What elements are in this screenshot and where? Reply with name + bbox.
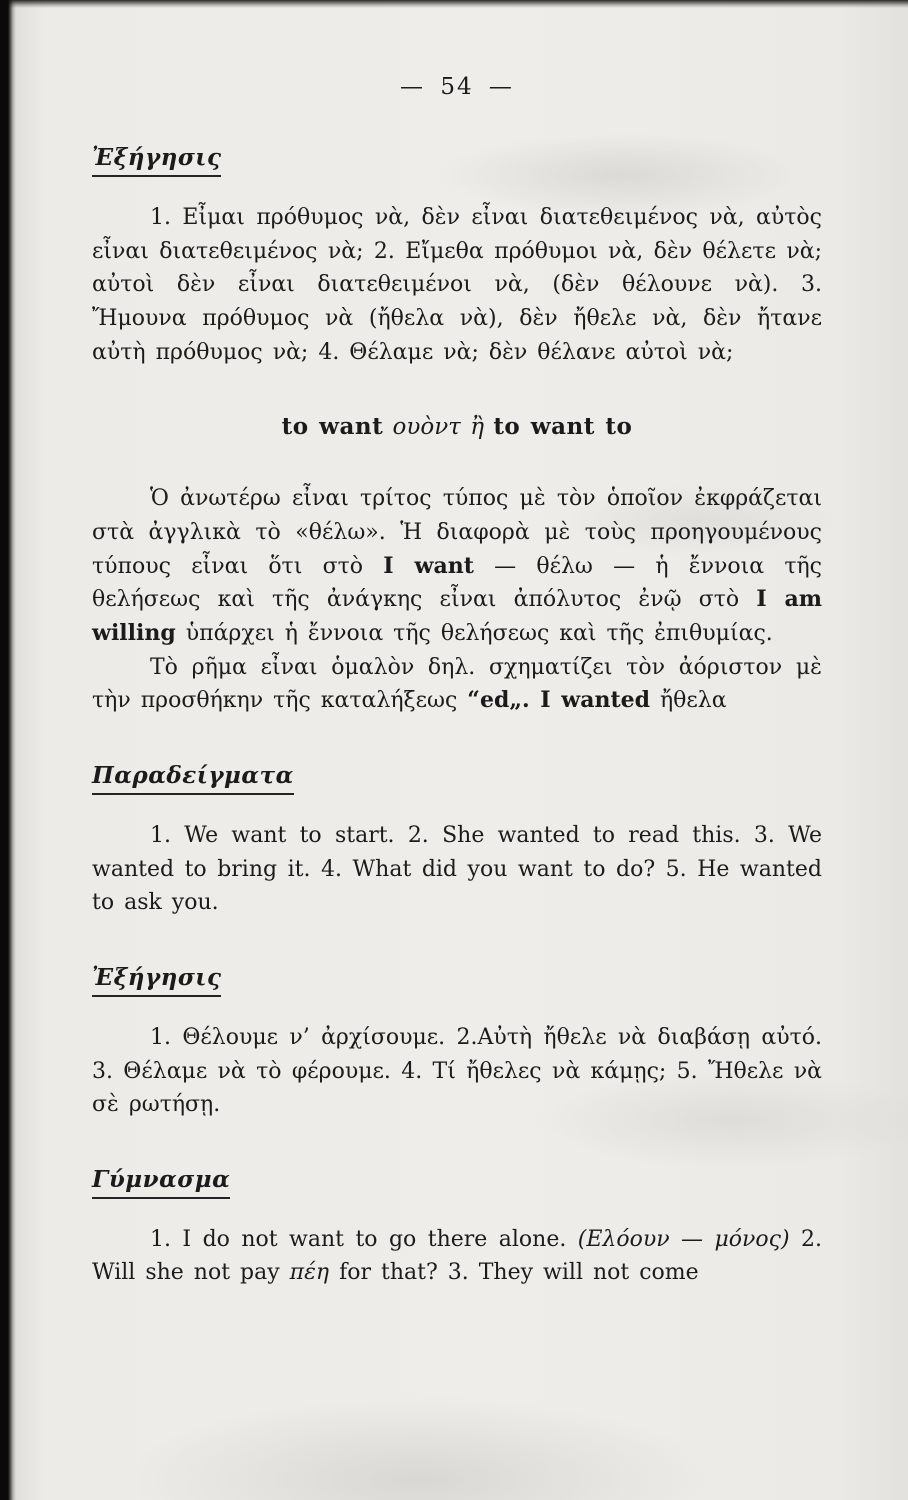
lesson-title-greek-middle: ουὸντ ἢ (383, 414, 494, 441)
paragraph-want-explanation (92, 482, 822, 650)
lesson-title-english-1: to want (281, 413, 384, 441)
heading-examples-label: Παραδείγματα (92, 762, 294, 795)
lesson-title-english-2: to want to (493, 413, 633, 441)
text-segment: for that? 3. They will not come (329, 1260, 699, 1286)
paragraph-regular-verb (92, 651, 822, 718)
heading-examples (92, 762, 822, 789)
text-segment: 2. Will she not pay (92, 1226, 822, 1286)
paragraph-willing-forms: 1. Εἶμαι πρόθυμος νὰ, δὲν εἶναι διατεθειμένος νὰ, αὐτὸς εἶναι διατεθειμένος νὰ; 2. Εἴμεθα πρόθυμοι νὰ, δὲν θέλετε νὰ; αὐτοὶ δὲν εἶναι διατεθειμένοι νὰ, (δὲν θέλουνε νὰ). 3. Ἤμουνα πρόθυμος νὰ (ἤθελα νὰ), δὲν ἤθελε νὰ, δὲν ἤτανε αὐτὴ πρόθυμος νὰ; 4. Θέλαμε νὰ; δὲν θέλανε αὐτοὶ νὰ; (92, 205, 822, 365)
heading-exercise-label: Γύμνασμα (92, 1166, 230, 1199)
text-segment: 1. I do not want to go there alone. (150, 1226, 578, 1252)
text-segment: — θέλω — ἡ ἔννοια τῆς θελήσεως καὶ τῆς ἀνάγκης εἶναι ἀπόλυτος ἐνῷ στὸ (92, 553, 822, 613)
heading-explanation-1 (92, 144, 822, 171)
heading-explanation-2 (92, 964, 822, 991)
heading-explanation-1-label: Ἐξήγησις (92, 144, 221, 177)
lesson-title (92, 413, 822, 440)
term-i-want: I want (383, 552, 474, 579)
term-pei: πέη (289, 1260, 330, 1286)
term-i-am-willing: I am willing (92, 586, 822, 646)
text-segment: ὑπάρχει ἡ ἔννοια τῆς θελήσεως καὶ τῆς ἐπιθυμίας. (175, 620, 773, 646)
heading-exercise (92, 1166, 822, 1193)
paragraph-examples: 1. We want to start. 2. She wanted to read this. 3. We wanted to bring it. 4. What did you want to do? 5. He wanted to ask you. (92, 822, 822, 916)
heading-explanation-2-label: Ἐξήγησις (92, 964, 221, 997)
text-segment: Ὁ ἀνωτέρω εἶναι τρίτος τύπος μὲ τὸν ὁποῖον ἐκφράζεται στὰ ἀγγλικὰ τὸ «θέλω». Ἡ διαφορὰ μὲ τοὺς προηγουμένους τύπους εἶναι ὅτι στὸ (92, 486, 822, 579)
text-segment: Τὸ ρῆμα εἶναι ὁμαλὸν δηλ. σχηματίζει τὸν ἀόριστον μὲ τὴν προσθήκην τῆς καταλήξεως (92, 654, 822, 714)
paragraph-exercise (92, 1223, 822, 1290)
text-segment: ἤθελα (649, 688, 727, 714)
term-eloun-monos: (Ελόουν — μόνος) (577, 1226, 790, 1252)
term-ed-i-wanted: “ed„. I wanted (467, 687, 650, 714)
paragraph-translations: 1. Θέλουμε ν’ ἀρχίσουμε. 2.Αὐτὴ ἤθελε νὰ διαβάσῃ αὐτό. 3. Θέλαμε νὰ τὸ φέρουμε. 4. Τί ἤθελες νὰ κάμῃς; 5. Ἤθελε νὰ σὲ ρωτήσῃ. (92, 1024, 822, 1118)
page-number: — 54 — (400, 74, 514, 100)
